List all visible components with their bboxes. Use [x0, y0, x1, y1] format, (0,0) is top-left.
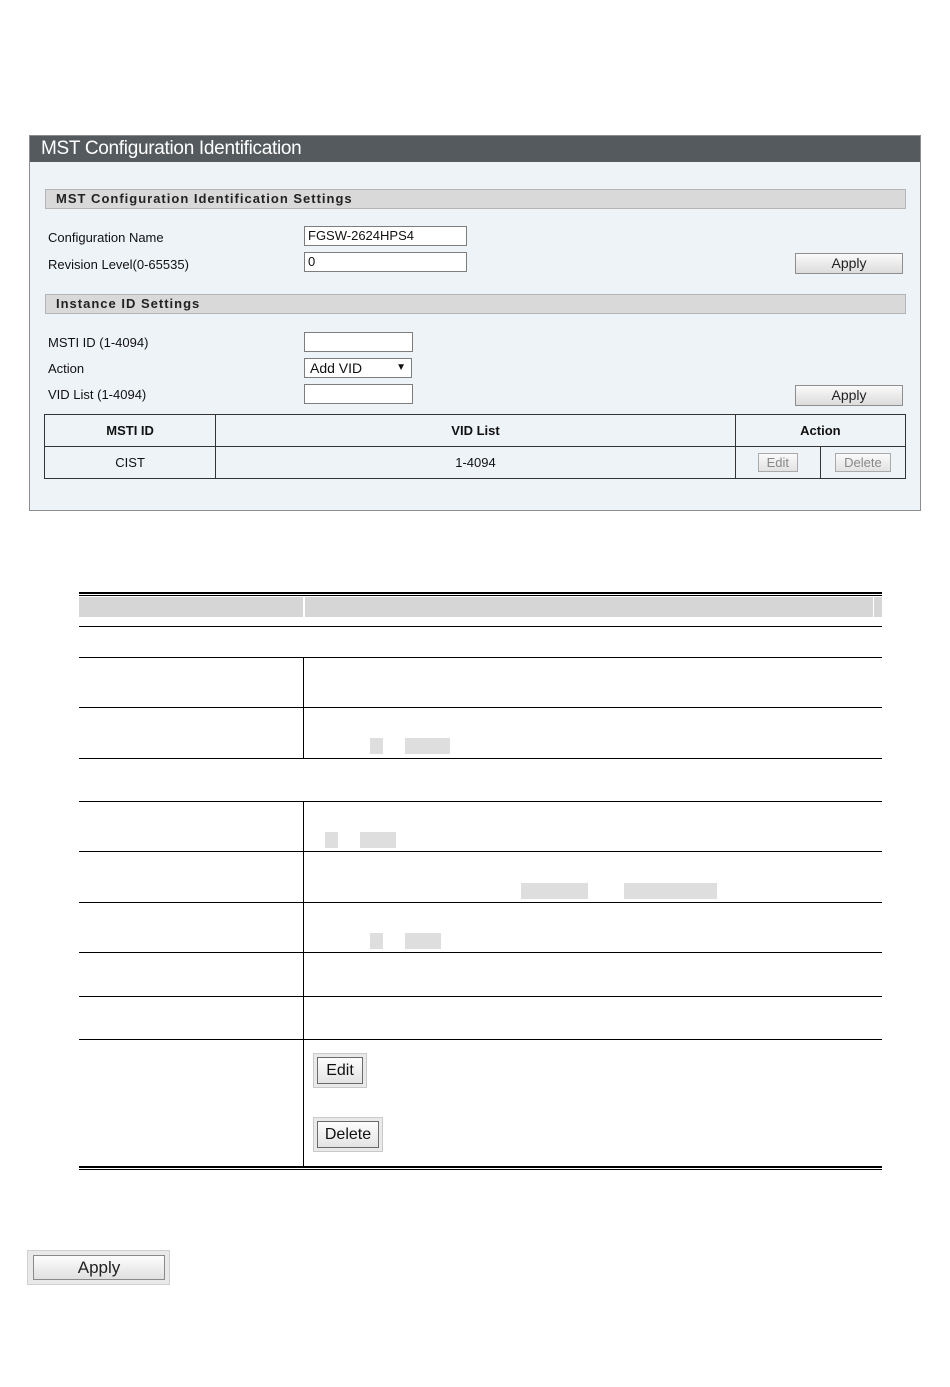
- action-select-value: Add VID: [310, 360, 363, 376]
- dropdown-arrow-icon: ▼: [396, 362, 406, 373]
- settings-section-header: MST Configuration Identification Settings: [45, 189, 906, 209]
- row-edit-button[interactable]: Edit: [758, 453, 798, 472]
- row-vid-list: 1-4094: [216, 447, 736, 479]
- delete-button-illustration: [313, 1117, 383, 1152]
- table-bottom-rule: [79, 1166, 882, 1170]
- col-msti-id: MSTI ID: [45, 415, 216, 447]
- instance-table: [44, 414, 906, 479]
- config-name-label: Configuration Name: [48, 230, 164, 245]
- instance-section-header: Instance ID Settings: [45, 294, 906, 314]
- delete-button-label: Delete: [317, 1121, 379, 1148]
- vid-list-input[interactable]: [304, 384, 413, 404]
- table-row: [45, 447, 906, 479]
- mst-config-panel: [29, 135, 921, 511]
- apply-button-label: Apply: [33, 1255, 165, 1280]
- edit-button-illustration: [313, 1053, 367, 1088]
- action-select[interactable]: [304, 358, 412, 378]
- apply-button-illustration[interactable]: [27, 1250, 170, 1285]
- settings-apply-button[interactable]: Apply: [795, 253, 903, 274]
- table-top-rule: [79, 592, 882, 596]
- config-name-input[interactable]: FGSW-2624HPS4: [304, 226, 467, 246]
- revision-level-label: Revision Level(0-65535): [48, 257, 189, 272]
- col-vid-list: VID List: [216, 415, 736, 447]
- edit-button-label: Edit: [317, 1057, 363, 1084]
- table-header-row: [45, 415, 906, 447]
- panel-title: MST Configuration Identification: [30, 136, 920, 162]
- instance-apply-button[interactable]: Apply: [795, 385, 903, 406]
- action-label: Action: [48, 361, 85, 376]
- col-action: Action: [735, 415, 905, 447]
- revision-level-input[interactable]: 0: [304, 252, 467, 272]
- table-header-bar: [79, 597, 882, 617]
- row-delete-button[interactable]: Delete: [835, 453, 891, 472]
- row-msti-id: CIST: [45, 447, 216, 479]
- vid-list-label: VID List (1-4094): [48, 387, 147, 402]
- msti-id-input[interactable]: [304, 332, 413, 352]
- msti-id-label: MSTI ID (1-4094): [48, 335, 149, 350]
